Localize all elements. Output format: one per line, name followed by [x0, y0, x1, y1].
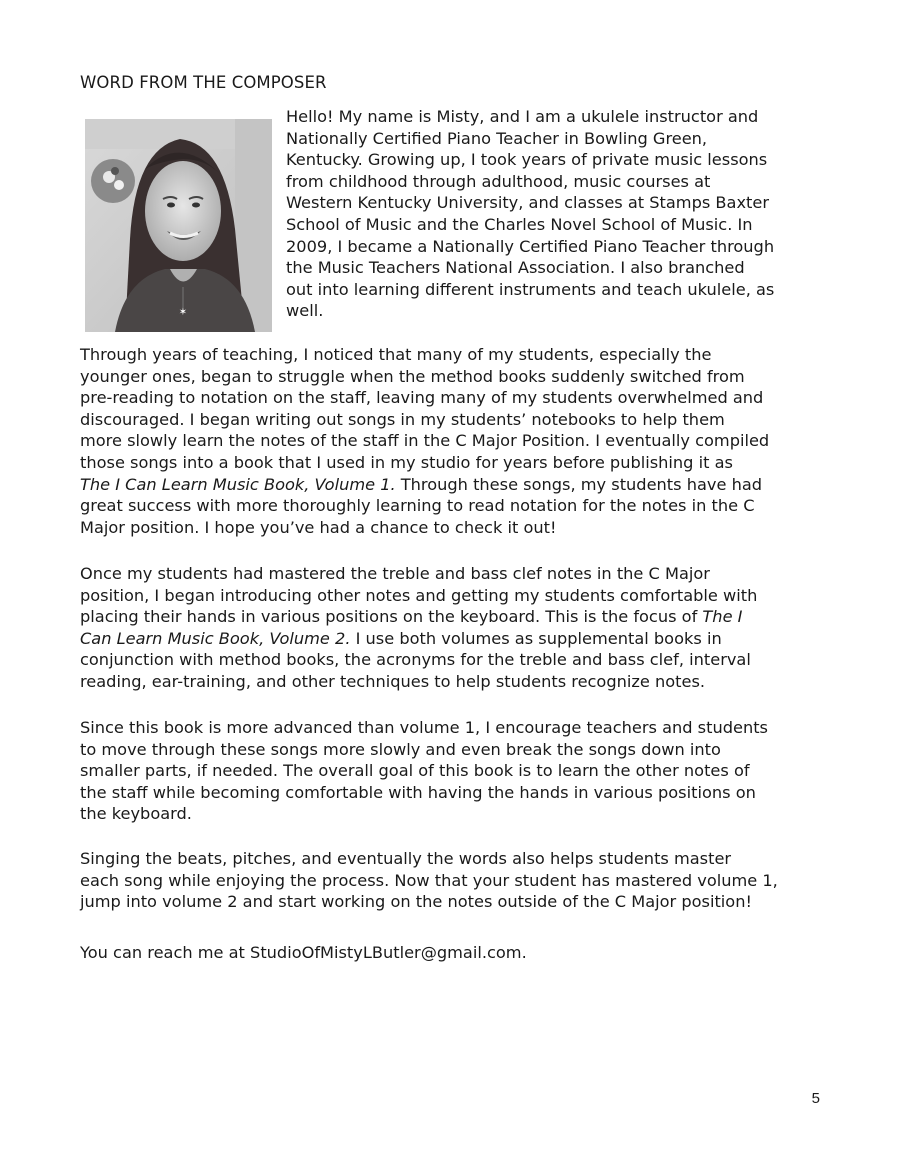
text-line — [80, 606, 840, 628]
text-line: great success with more thoroughly learning to read notation for the notes in the C — [80, 496, 755, 516]
composer-photo — [85, 119, 272, 332]
text-line: younger ones, began to struggle when the method books suddenly switched from — [80, 366, 745, 386]
text-line: from childhood through adulthood, music courses at — [286, 171, 711, 191]
text-line: pre-reading to notation on the staff, leaving many of my students overwhelmed and — [80, 388, 764, 408]
text-fragment: placing their hands in various positions on the keyboard. This is the focus of — [80, 607, 703, 627]
text-line: the staff while becoming comfortable with having the hands in various positions on — [80, 782, 756, 802]
text-line: Singing the beats, pitches, and eventually the words also helps students master — [80, 849, 732, 868]
text-line: position, I began introducing other notes and getting my students comfortable with — [80, 585, 758, 605]
section-heading: WORD FROM THE COMPOSER — [80, 73, 327, 92]
text-line: the keyboard. — [80, 804, 192, 824]
text-line: to move through these songs more slowly and even break the songs down into — [80, 739, 721, 759]
text-line: jump into volume 2 and start working on the notes outside of the C Major position! — [80, 892, 752, 912]
text-line: Kentucky. Growing up, I took years of private music lessons — [286, 150, 768, 170]
text-line: more slowly learn the notes of the staff in the C Major Position. I eventually compiled — [80, 431, 770, 451]
text-line: smaller parts, if needed. The overall goal of this book is to learn the other notes of — [80, 761, 750, 781]
book-title-volume-2-part2: Can Learn Music Book, Volume 2. — [80, 628, 351, 648]
intro-paragraph — [286, 106, 826, 322]
book-title-volume-1: The I Can Learn Music Book, Volume 1. — [80, 474, 396, 494]
text-fragment: I use both volumes as supplemental books in — [350, 628, 722, 648]
text-line: well. — [286, 301, 324, 321]
svg-text:✶: ✶ — [178, 307, 188, 318]
text-line: 2009, I became a Nationally Certified Piano Teacher through — [286, 236, 775, 256]
text-line: School of Music and the Charles Novel School of Music. In — [286, 214, 753, 234]
book-title-volume-2-part1: The I — [702, 607, 743, 627]
text-line: Major position. I hope you’ve had a chance to check it out! — [80, 517, 557, 537]
text-line: conjunction with method books, the acronyms for the treble and bass clef, interval — [80, 650, 751, 670]
page-number: 5 — [811, 1090, 820, 1107]
text-line: discouraged. I began writing out songs in my students’ notebooks to help them — [80, 409, 725, 429]
paragraph-advanced — [80, 717, 840, 825]
text-line — [80, 628, 840, 650]
text-line: Nationally Certified Piano Teacher in Bowling Green, — [286, 128, 708, 148]
paragraph-singing — [80, 848, 840, 913]
text-line: those songs into a book that I used in my studio for years before publishing it as — [80, 452, 733, 472]
text-line: each song while enjoying the process. Now that your student has mastered volume 1, — [80, 870, 778, 890]
text-line: Western Kentucky University, and classes at Stamps Baxter — [286, 193, 769, 213]
contact-text: You can reach me at StudioOfMistyLButler@gmail.com. — [80, 943, 527, 962]
text-line: Through years of teaching, I noticed that many of my students, especially the — [80, 345, 712, 364]
text-line: the Music Teachers National Association. I also branched — [286, 258, 745, 278]
text-line: Since this book is more advanced than volume 1, I encourage teachers and students — [80, 718, 768, 737]
text-line — [80, 474, 840, 496]
text-line: reading, ear-training, and other techniques to help students recognize notes. — [80, 671, 706, 691]
text-line: Once my students had mastered the treble and bass clef notes in the C Major — [80, 564, 710, 583]
text-line: Hello! My name is Misty, and I am a ukulele instructor and — [286, 107, 759, 126]
paragraph-volume-2 — [80, 563, 840, 693]
contact-line — [80, 942, 840, 964]
paragraph-teaching — [80, 344, 840, 538]
text-line: out into learning different instruments and teach ukulele, as — [286, 279, 775, 299]
text-fragment: Through these songs, my students have had — [395, 474, 763, 494]
